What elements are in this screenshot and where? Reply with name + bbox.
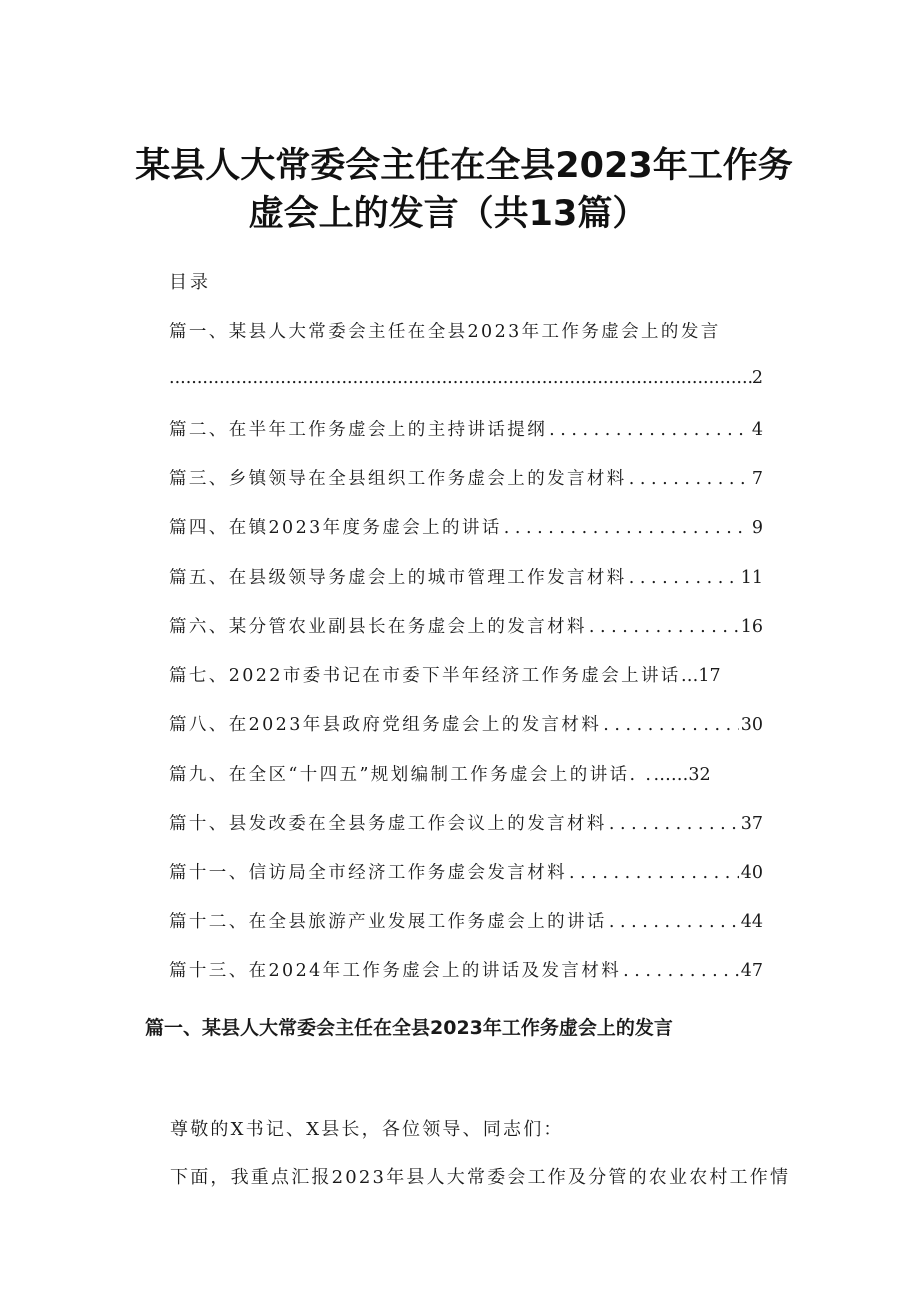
toc-dot-leader <box>589 617 739 637</box>
toc-entry[interactable] <box>169 859 763 885</box>
toc-dot-leader <box>629 568 739 588</box>
toc-entry-page: 44 <box>740 912 763 932</box>
toc-entry[interactable] <box>169 514 763 540</box>
toc-heading: 目录 <box>169 272 211 293</box>
toc-entry[interactable] <box>169 564 763 590</box>
toc-dot-leader <box>504 518 750 538</box>
toc-dot-leader <box>609 912 739 932</box>
toc-entry-page: 37 <box>740 814 763 834</box>
toc-entry[interactable] <box>169 957 763 983</box>
toc-entry-page: 16 <box>740 617 763 637</box>
toc-entry-label: 篇八、在2023年县政府党组务虚会上的发言材料 <box>169 715 602 735</box>
toc-entry-1-leader <box>169 368 763 394</box>
document-title-line-1: 某县人大常委会主任在全县2023年工作务 <box>135 146 793 186</box>
toc-entry-1-label[interactable]: 篇一、某县人大常委会主任在全县2023年工作务虚会上的发言 <box>169 322 721 342</box>
toc-entry[interactable] <box>169 711 763 737</box>
toc-entry-page: 47 <box>740 961 763 981</box>
toc-entry-label: 篇五、在县级领导务虚会上的城市管理工作发言材料 <box>169 568 627 588</box>
toc-entry-label: 篇二、在半年工作务虚会上的主持讲话提纲 <box>169 420 548 440</box>
toc-entry-page: …17 <box>680 666 721 686</box>
toc-entry[interactable] <box>169 613 763 639</box>
toc-entry[interactable] <box>169 662 763 688</box>
document-title-line-2: 虚会上的发言（共13篇） <box>248 194 648 234</box>
toc-entry[interactable] <box>169 416 763 442</box>
body-paragraph: 下面，我重点汇报2023年县人大常委会工作及分管的农业农村工作情 <box>170 1167 791 1188</box>
toc-entry[interactable] <box>169 465 763 491</box>
toc-entry[interactable] <box>169 908 763 934</box>
toc-entry[interactable] <box>169 810 763 836</box>
body-paragraph: 尊敬的X书记、X县长，各位领导、同志们： <box>170 1119 564 1140</box>
toc-entry-label: 篇十二、在全县旅游产业发展工作务虚会上的讲话 <box>169 912 607 932</box>
toc-entry-page: 40 <box>740 863 763 883</box>
toc-entry-label: 篇六、某分管农业副县长在务虚会上的发言材料 <box>169 617 587 637</box>
toc-dot-leader <box>549 420 750 440</box>
toc-entry-label: 篇十三、在2024年工作务虚会上的讲话及发言材料 <box>169 961 622 981</box>
toc-dot-leader <box>629 469 750 489</box>
toc-entry-page: 7 <box>751 469 763 489</box>
toc-entry-label: 篇三、乡镇领导在全县组织工作务虚会上的发言材料 <box>169 469 627 489</box>
toc-entry-label: 篇十、县发改委在全县务虚工作会议上的发言材料 <box>169 814 607 834</box>
toc-entry-label: 篇九、在全区“十四五”规划编制工作务虚会上的讲话. . <box>169 765 654 785</box>
toc-entry[interactable] <box>169 761 763 787</box>
toc-entry-page: 9 <box>751 518 763 538</box>
toc-dot-leader <box>623 961 739 981</box>
toc-dot-leader <box>169 368 752 388</box>
toc-dot-leader <box>609 814 739 834</box>
toc-entry-page: 30 <box>740 715 763 735</box>
toc-entry-1-page: 2 <box>751 368 763 388</box>
toc-entry-page: ……32 <box>653 765 711 785</box>
toc-entry-label: 篇十一、信访局全市经济工作务虚会发言材料 <box>169 863 567 883</box>
toc-entry-label: 篇四、在镇2023年度务虚会上的讲话 <box>169 518 502 538</box>
toc-entry-page: 4 <box>751 420 763 440</box>
toc-dot-leader <box>569 863 739 883</box>
toc-entry-label: 篇七、2022市委书记在市委下半年经济工作务虚会上讲话 <box>169 666 681 686</box>
toc-dot-leader <box>603 715 738 735</box>
section-heading: 篇一、某县人大常委会主任在全县2023年工作务虚会上的发言 <box>145 1017 673 1039</box>
toc-entry-page: 11 <box>740 568 763 588</box>
